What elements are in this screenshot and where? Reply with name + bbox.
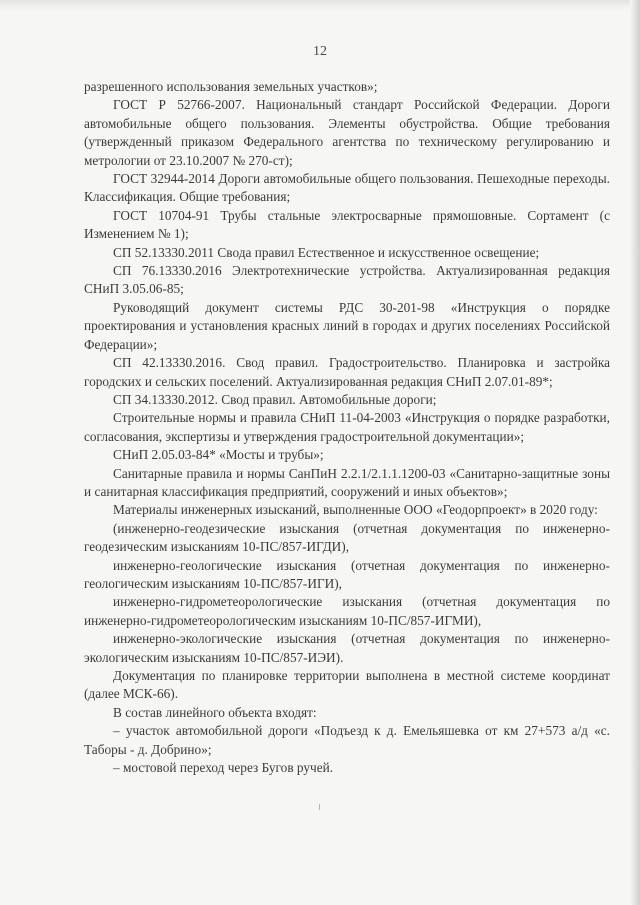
scan-mark xyxy=(319,804,320,810)
document-body xyxy=(84,78,610,777)
paragraph: СП 34.13330.2012. Свод правил. Автомобильные дороги; xyxy=(113,391,437,407)
paragraph: СП 76.13330.2016 Электротехнические устройства. Актуализированная редакция СНиП 3.05.06-85; xyxy=(84,263,610,297)
paragraph: инженерно-гидрометеорологические изыскания (отчетная документация по инженерно-гидрометеорологическим изысканиям 10-ПС/857-ИГМИ), xyxy=(84,594,610,628)
paragraph: – участок автомобильной дороги «Подъезд к д. Емельяшевка от км 27+573 а/д «с. Таборы - д. Добрино»; xyxy=(84,723,610,757)
paragraph: ГОСТ 10704-91 Трубы стальные электросварные прямошовные. Сортамент (с Изменением № 1); xyxy=(84,207,610,242)
paragraph: В состав линейного объекта входят: xyxy=(113,704,317,720)
paragraph: Документация по планировке территории выполнена в местной системе координат (далее МСК-66). xyxy=(84,668,610,702)
page-number: 12 xyxy=(313,44,327,59)
paragraph: Материалы инженерных изысканий, выполненные ООО «Геодорпроект» в 2020 году: xyxy=(113,502,598,518)
paragraph: инженерно-экологические изыскания (отчетная документация по инженерно-экологическим изысканиям 10-ПС/857-ИЭИ). xyxy=(84,631,610,665)
scan-edge-top xyxy=(0,0,640,10)
paragraph: СП 52.13330.2011 Свода правил Естественное и искусственное освещение; xyxy=(113,244,540,260)
paragraph: (инженерно-геодезические изыскания (отчетная документация по инженерно-геодезическим изысканиям 10-ПС/857-ИГДИ), xyxy=(84,520,610,555)
paragraph: – мостовой переход через Бугов ручей. xyxy=(113,760,334,776)
paragraph: Руководящий документ системы РДС 30-201-98 «Инструкция о порядке проектирования и установления красных линий в городах и других поселениях Российской Федерации»; xyxy=(84,299,610,352)
paragraph: разрешенного использования земельных участков»; xyxy=(84,79,378,94)
paragraph: ГОСТ Р 52766-2007. Национальный стандарт Российской Федерации. Дороги автомобильные общего пользования. Элементы обустройства. Общие требования (утвержденный приказом Федерального агентства по техническому регулированию и метрологии от 23.10.2007 № 270-ст); xyxy=(84,97,610,168)
scan-edge-right xyxy=(630,0,640,905)
paragraph: ГОСТ 32944-2014 Дороги автомобильные общего пользования. Пешеходные переходы. Классификация. Общие требования; xyxy=(84,171,610,205)
paragraph: Строительные нормы и правила СНиП 11-04-2003 «Инструкция о порядке разработки, согласования, экспертизы и утверждения градостроительной документации»; xyxy=(84,410,610,444)
paragraph: СП 42.13330.2016. Свод правил. Градостроительство. Планировка и застройка городских и сельских поселений. Актуализированная редакция СНиП 2.07.01-89*; xyxy=(84,355,610,389)
paragraph: Санитарные правила и нормы СанПиН 2.2.1/2.1.1.1200-03 «Санитарно-защитные зоны и санитарная классификация предприятий, сооружений и иных объектов»; xyxy=(84,465,610,499)
paragraph: инженерно-геологические изыскания (отчетная документация по инженерно-геологическим изысканиям 10-ПС/857-ИГИ), xyxy=(84,557,610,591)
paragraph: СНиП 2.05.03-84* «Мосты и трубы»; xyxy=(113,447,324,463)
